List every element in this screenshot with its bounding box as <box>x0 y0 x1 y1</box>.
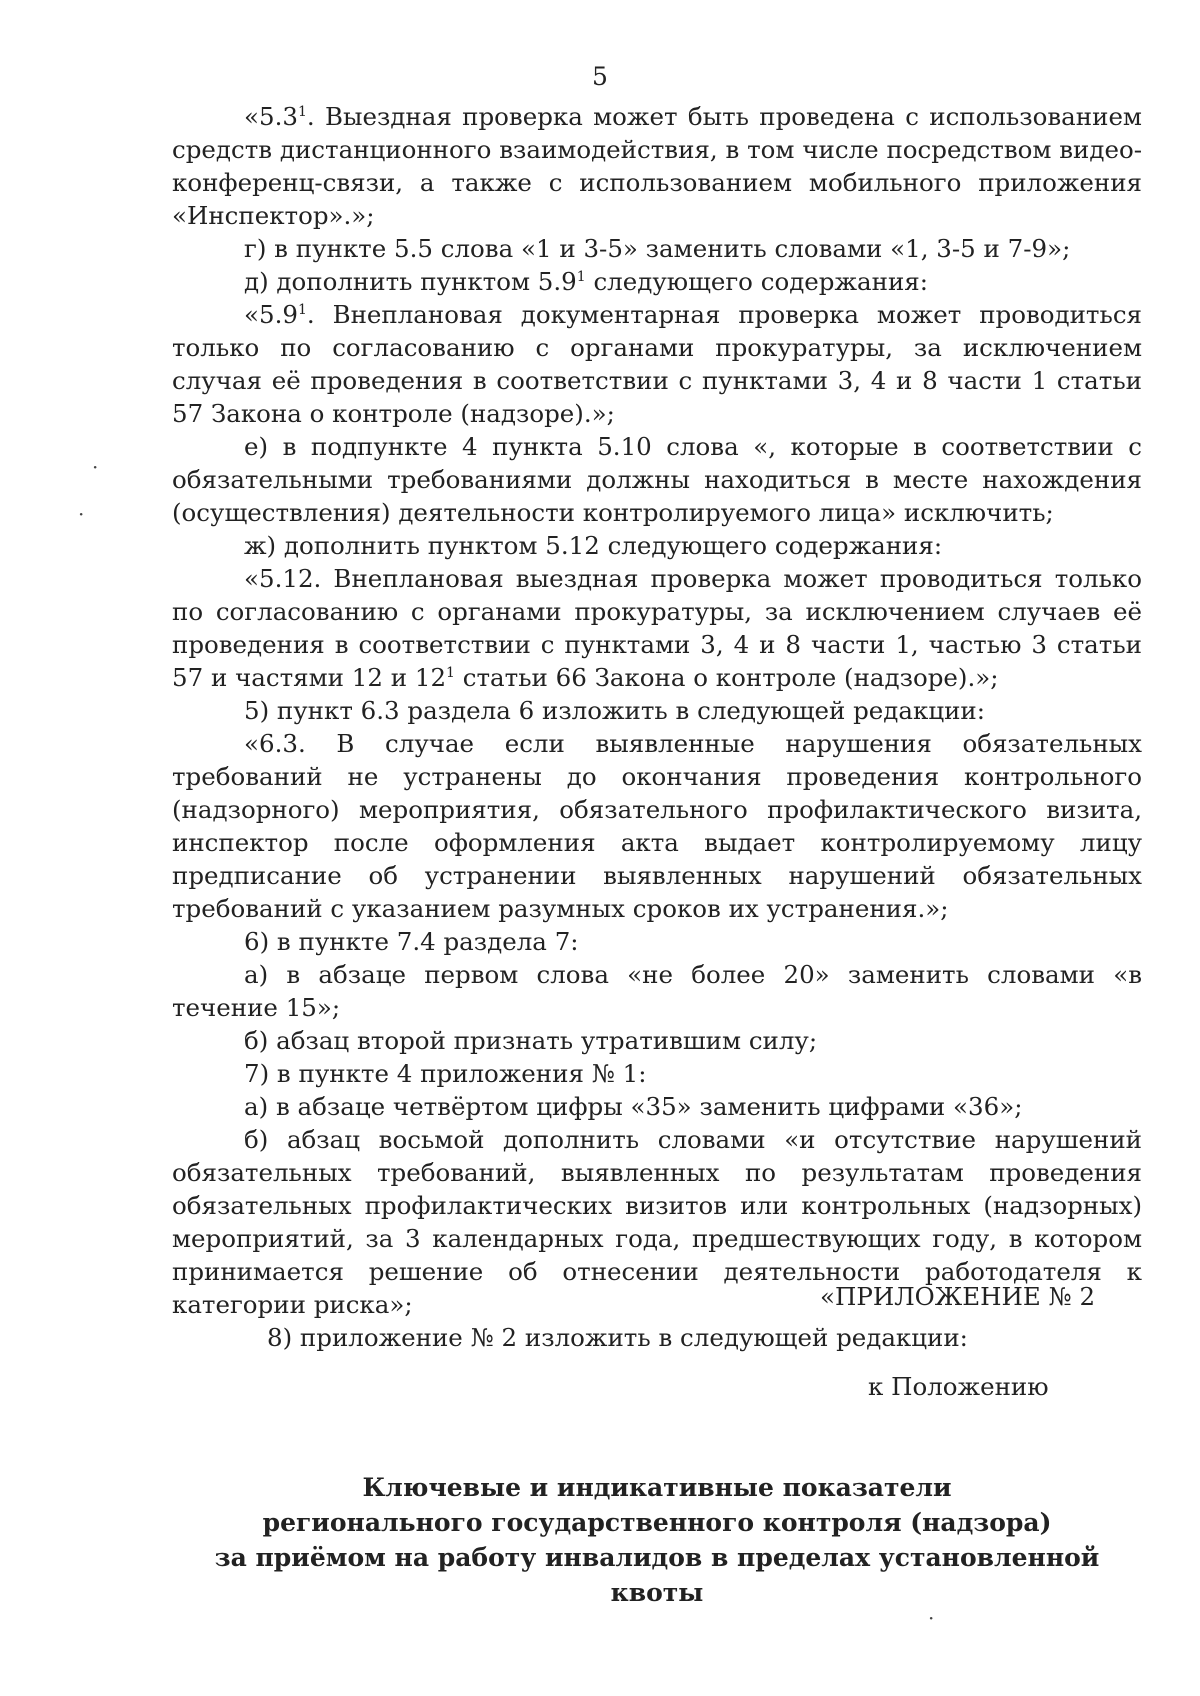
paragraph-6-a: а) в абзаце первом слова «не более 20» заменить словами «в течение 15»; <box>172 960 1142 1022</box>
heading-line-1: Ключевые и индикативные показатели <box>362 1473 952 1502</box>
paragraph-d: д) дополнить пунктом $5.9^1$ следующего содержания: <box>244 267 928 296</box>
paragraph-item-7: 7) в пункте 4 приложения № 1: <box>244 1059 647 1088</box>
paragraph-6-b: б) абзац второй признать утратившим силу; <box>244 1026 818 1055</box>
page-number: 5 <box>592 62 608 91</box>
paragraph-g: г) в пункте 5.5 слова «1 и 3-5» заменить словами «1, 3-5 и 7-9»; <box>244 234 1071 263</box>
heading-line-3: за приёмом на работу инвалидов в пределах установленной квоты <box>214 1543 1100 1607</box>
heading-line-2: регионального государственного контроля (надзора) <box>262 1508 1052 1537</box>
scan-speck: · <box>78 502 85 526</box>
paragraph-e: е) в подпункте 4 пункта 5.10 слова «, которые в соответствии с обязательными требованиями должны находиться в месте нахождения (осуществления) деятельности контролируемого лица» исключить; <box>172 432 1142 527</box>
paragraph-5-12: «5.12. Внеплановая выездная проверка может проводиться только по согласованию с органами прокуратуры, за исключением случаев её проведения в соответствии с пунктами 3, 4 и 8 части 1, частью 3 статьи 57 и частями 12 и $12^1$ статьи 66 Закона о контроле (надзоре).»; <box>172 564 1142 692</box>
paragraph-7-a: а) в абзаце четвёртом цифры «35» заменить цифрами «36»; <box>244 1092 1023 1121</box>
paragraph-item-6: 6) в пункте 7.4 раздела 7: <box>244 927 579 956</box>
paragraph-6-3: «6.3. В случае если выявленные нарушения обязательных требований не устранены до окончания проведения контрольного (надзорного) мероприятия, обязательного профилактического визита, инспектор после оформления акта выдает контролируемому лицу предписание об устранении выявленных нарушений обязательных требований с указанием разумных сроков их устранения.»; <box>172 729 1142 923</box>
paragraph-item-5: 5) пункт 6.3 раздела 6 изложить в следующей редакции: <box>244 696 985 725</box>
paragraph-5-3-1: «$5.3^1$. Выездная проверка может быть проведена с использованием средств дистанционного взаимодействия, в том числе посредством видео-конференц-связи, а также с использованием мобильного приложения «Инспектор».»; <box>172 102 1142 230</box>
document-heading <box>172 1470 1142 1610</box>
paragraph-7-b: б) абзац восьмой дополнить словами «и отсутствие нарушений обязательных требований, выявленных по результатам проведения обязательных профилактических визитов или контрольных (надзорных) мероприятий, за 3 календарных года, предшествующих году, в котором принимается решение об отнесении деятельности работодателя к категории риска»; <box>172 1125 1142 1319</box>
annex-reference: к Положению <box>868 1372 1049 1401</box>
document-body <box>172 100 1142 1354</box>
paragraph-zh: ж) дополнить пунктом 5.12 следующего содержания: <box>244 531 943 560</box>
paragraph-item-8: 8) приложение № 2 изложить в следующей редакции: <box>267 1323 968 1352</box>
scan-speck: · <box>92 455 99 479</box>
scan-speck: · <box>928 1606 935 1630</box>
annex-title: «ПРИЛОЖЕНИЕ № 2 <box>820 1282 1096 1311</box>
paragraph-5-9-1: «$5.9^1$. Внеплановая документарная проверка может проводиться только по согласованию с органами прокуратуры, за исключением случая её проведения в соответствии с пунктами 3, 4 и 8 части 1 статьи 57 Закона о контроле (надзоре).»; <box>172 300 1142 428</box>
